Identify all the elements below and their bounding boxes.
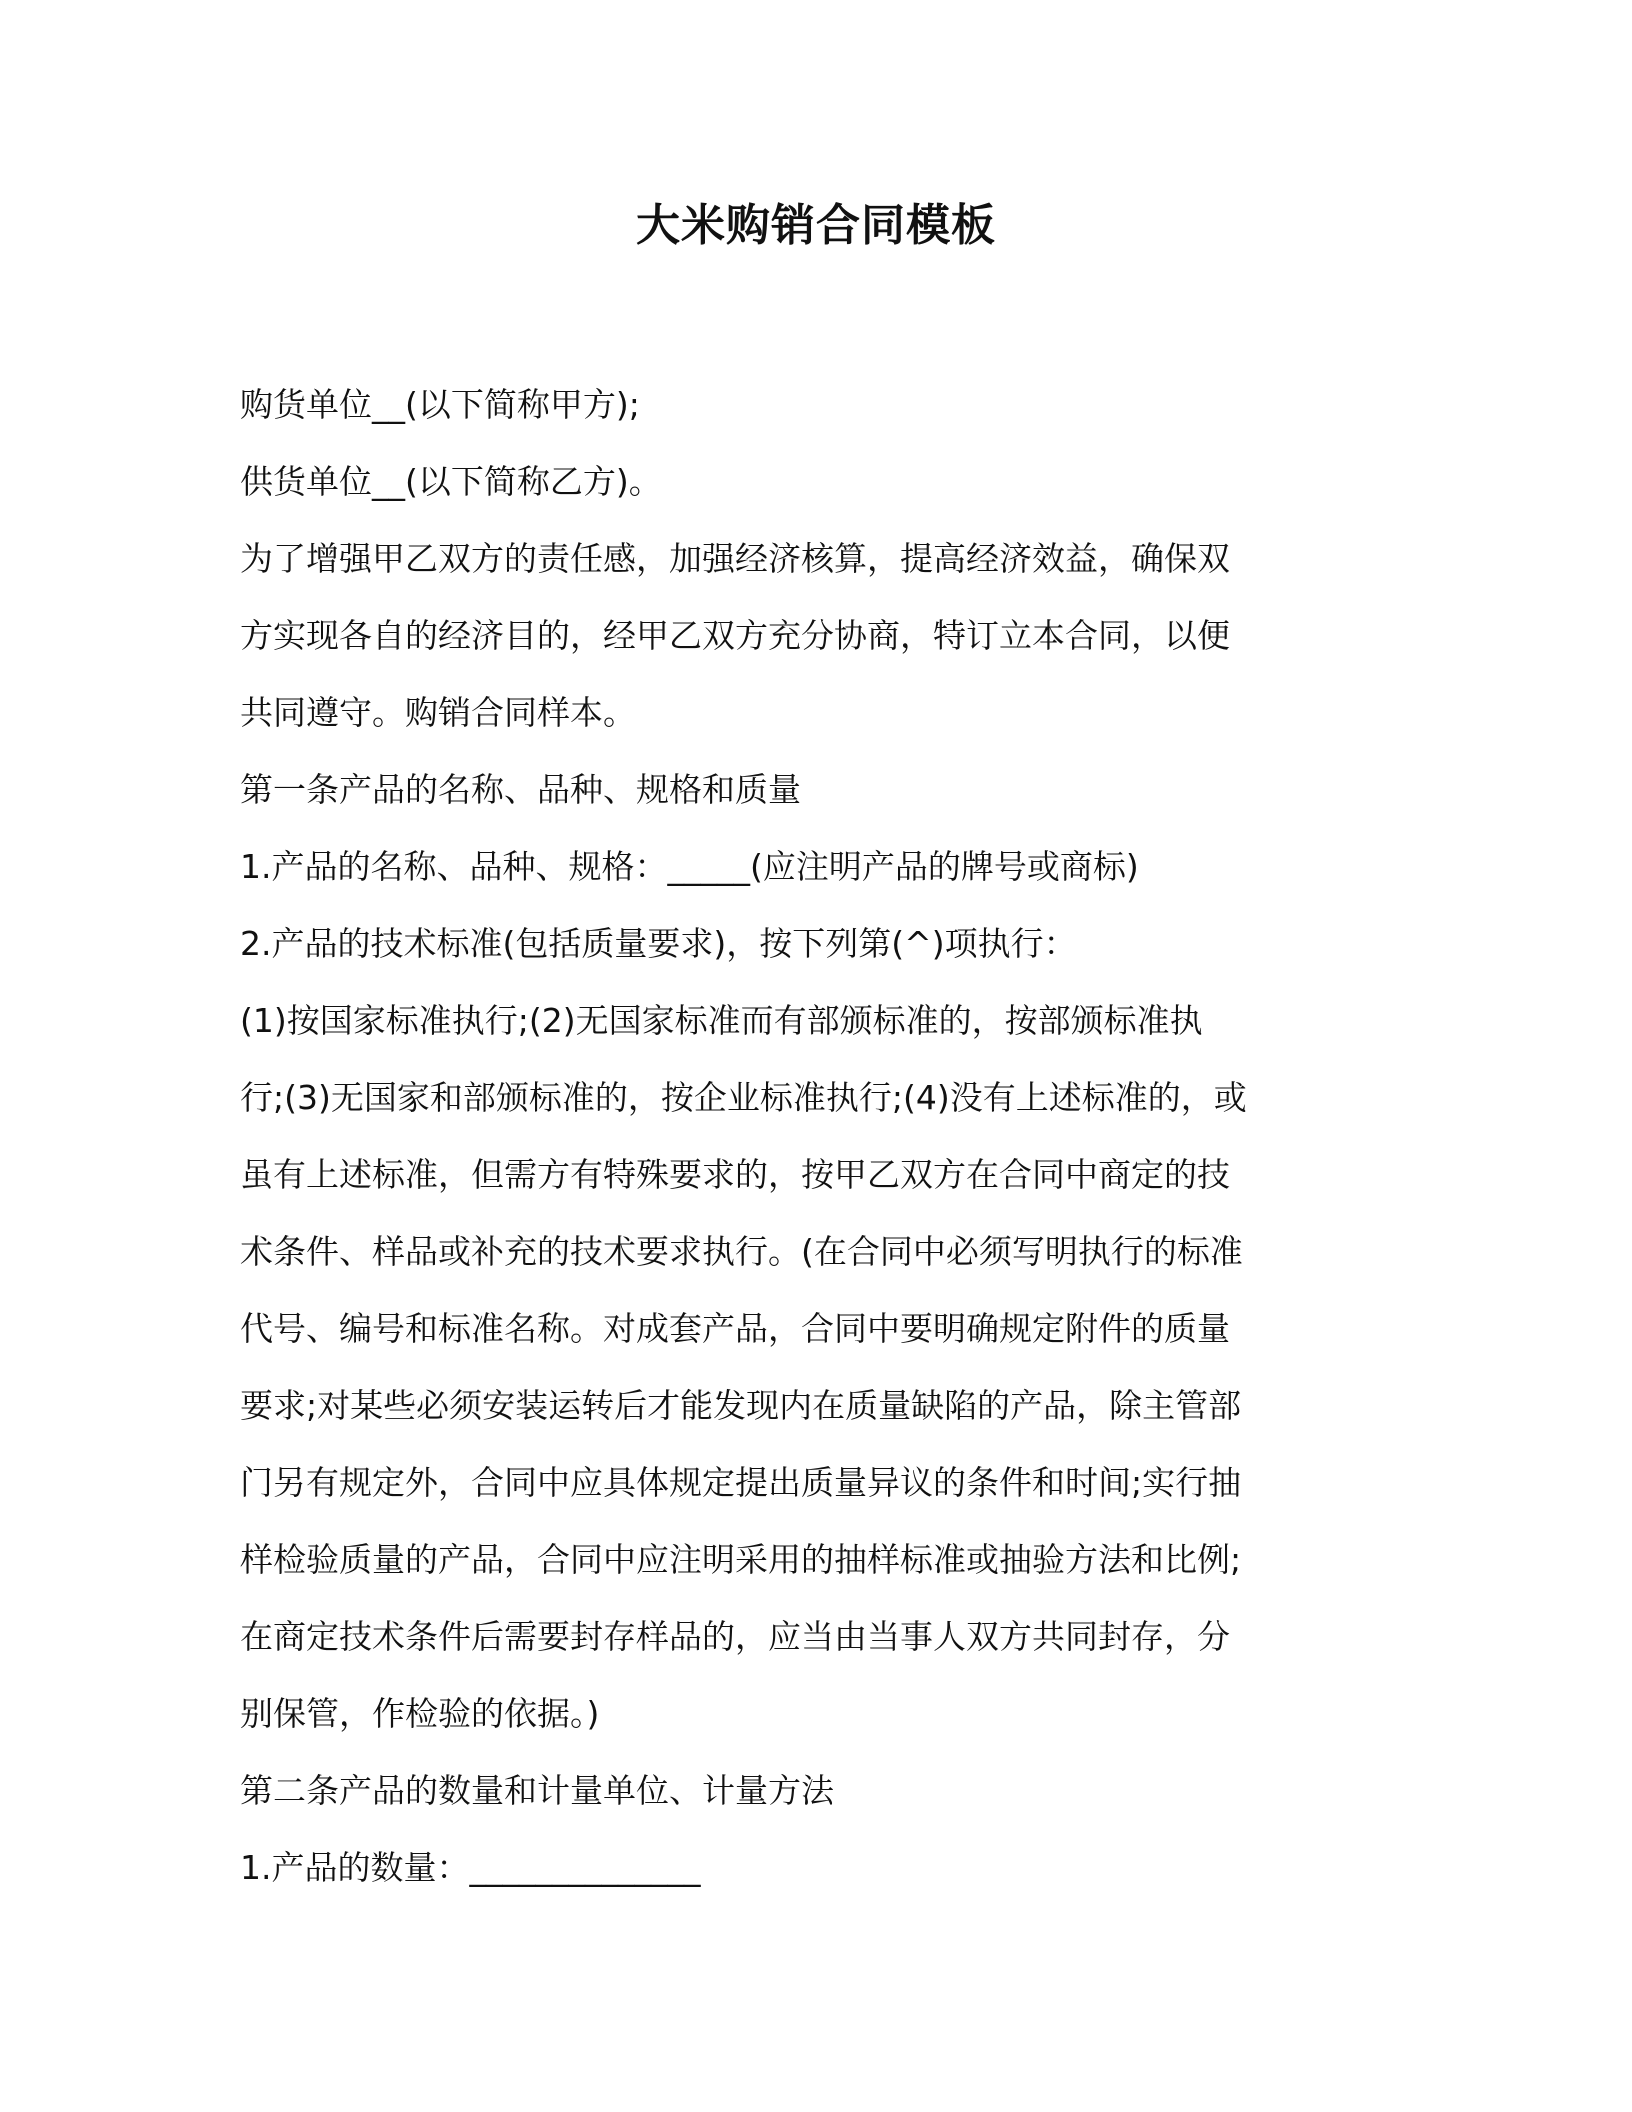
standards-line-4: 术条件、样品或补充的技术要求执行。(在合同中必须写明执行的标准 [240, 1232, 1243, 1271]
article-1-heading: 第一条产品的名称、品种、规格和质量 [240, 770, 801, 809]
article-1-item-2: 2.产品的技术标准(包括质量要求)，按下列第(^)项执行： [240, 924, 1077, 963]
supplier-line: 供货单位__(以下简称乙方)。 [240, 462, 662, 501]
standards-line-8: 样检验质量的产品，合同中应注明采用的抽样标准或抽验方法和比例; [240, 1540, 1242, 1579]
standards-line-6: 要求;对某些必须安装运转后才能发现内在质量缺陷的产品，除主管部 [240, 1386, 1242, 1425]
article-2-heading: 第二条产品的数量和计量单位、计量方法 [240, 1771, 834, 1810]
buyer-line: 购货单位__(以下简称甲方); [240, 385, 640, 424]
standards-line-7: 门另有规定外，合同中应具体规定提出质量异议的条件和时间;实行抽 [240, 1463, 1242, 1502]
standards-line-1: (1)按国家标准执行;(2)无国家标准而有部颁标准的，按部颁标准执 [240, 1001, 1203, 1040]
preamble-line-2: 方实现各自的经济目的，经甲乙双方充分协商，特订立本合同，以便 [240, 616, 1230, 655]
standards-line-9: 在商定技术条件后需要封存样品的，应当由当事人双方共同封存，分 [240, 1617, 1230, 1656]
standards-line-10: 别保管，作检验的依据。) [240, 1694, 600, 1733]
standards-line-5: 代号、编号和标准名称。对成套产品，合同中要明确规定附件的质量 [240, 1309, 1230, 1348]
article-2-item-1: 1.产品的数量：______________ [240, 1848, 701, 1887]
article-1-item-1: 1.产品的名称、品种、规格：_____(应注明产品的牌号或商标) [240, 847, 1139, 886]
preamble-line-3: 共同遵守。购销合同样本。 [240, 693, 636, 732]
standards-line-2: 行;(3)无国家和部颁标准的，按企业标准执行;(4)没有上述标准的，或 [240, 1078, 1247, 1117]
preamble-line-1: 为了增强甲乙双方的责任感，加强经济核算，提高经济效益，确保双 [240, 539, 1230, 578]
document-body [240, 366, 1380, 1906]
document-title: 大米购销合同模板 [636, 200, 996, 251]
standards-line-3: 虽有上述标准，但需方有特殊要求的，按甲乙双方在合同中商定的技 [240, 1155, 1230, 1194]
